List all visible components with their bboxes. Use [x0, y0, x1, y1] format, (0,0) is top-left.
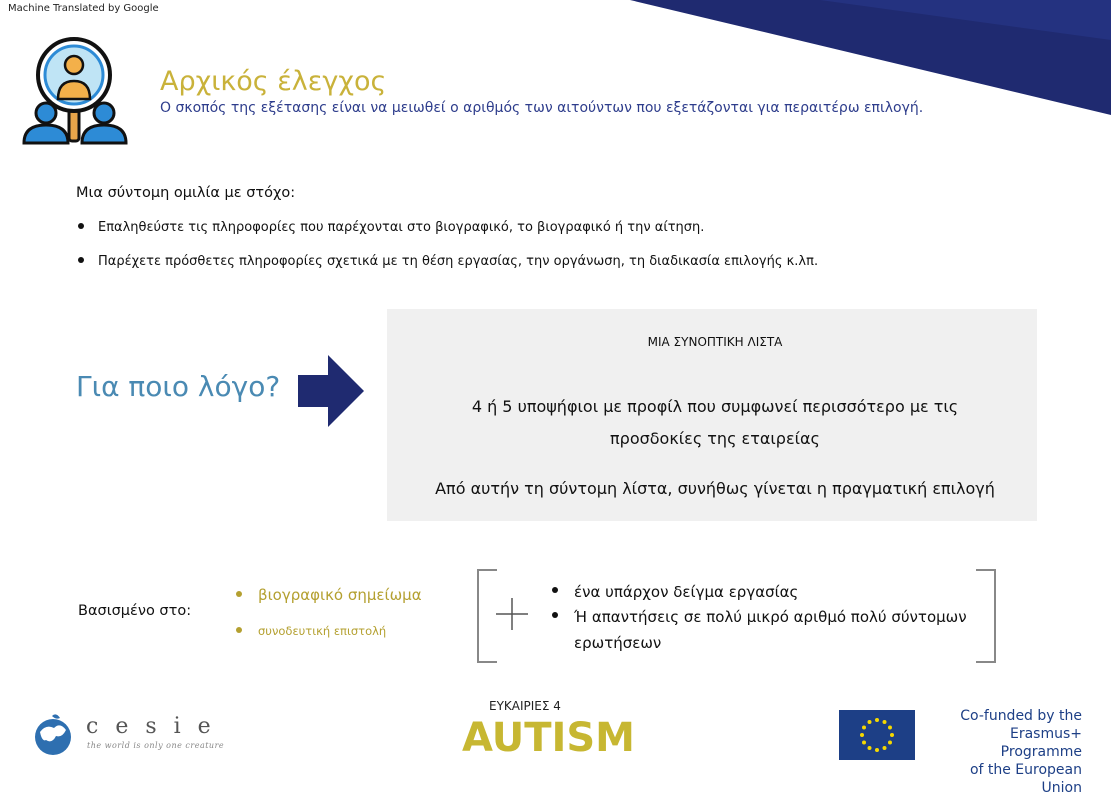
extra-text: Ή απαντήσεις σε πολύ μικρό αριθμό πολύ σύντομων: [574, 608, 967, 626]
bullet-icon: [236, 627, 242, 633]
bullet-text: Παρέχετε πρόσθετες πληροφορίες σχετικά με τη θέση εργασίας, την οργάνωση, τη διαδικασία επιλογής κ.λπ.: [98, 254, 819, 269]
bracket-left: [477, 569, 497, 663]
eu-text-line: Co-funded by the: [960, 708, 1082, 724]
arrow-right-icon: [298, 355, 366, 427]
based-on-label: Βασισμένο στο:: [78, 603, 192, 619]
shortlist-text: Από αυτήν τη σύντομη λίστα, συνήθως γίνεται η πραγματική επιλογή: [435, 479, 995, 498]
cesie-tagline: the world is only one creature: [87, 741, 225, 750]
based-on-text: βιογραφικό σημείωμα: [258, 586, 422, 604]
eu-funding-text: [926, 707, 1082, 797]
bullet-icon: [552, 612, 558, 618]
bullet-icon: [236, 591, 242, 597]
candidate-search-icon: [18, 35, 130, 145]
cesie-globe-icon: [30, 712, 76, 758]
extra-item: [552, 608, 967, 626]
bullet-icon: [78, 257, 84, 263]
bullet-text: Επαληθεύστε τις πληροφορίες που παρέχονται στο βιογραφικό, το βιογραφικό ή την αίτηση.: [98, 220, 705, 235]
bullet-item: [78, 254, 818, 269]
bullet-item: [78, 220, 704, 235]
plus-icon: [495, 597, 529, 631]
page-subtitle: Ο σκοπός της εξέτασης είναι να μειωθεί ο αριθμός των αιτούντων που εξετάζονται για περαιτέρω επιλογή.: [160, 100, 924, 116]
bullet-icon: [78, 223, 84, 229]
extra-text-continuation: ερωτήσεων: [574, 634, 662, 652]
bracket-right: [976, 569, 996, 663]
eu-text-line: of the European Union: [969, 762, 1082, 796]
translation-notice: Machine Translated by Google: [8, 3, 159, 14]
shortlist-heading: ΜΙΑ ΣΥΝΟΠΤΙΚΗ ΛΙΣΤΑ: [647, 335, 783, 349]
project-logo-title: AUTISM: [462, 715, 635, 761]
based-on-item: [236, 624, 386, 638]
shortlist-text: 4 ή 5 υποψήφιοι με προφίλ που συμφωνεί περισσότερο με τις: [471, 397, 959, 416]
eu-flag-icon: [839, 710, 915, 760]
shortlist-box: [387, 309, 1037, 521]
eu-text-line: Erasmus+ Programme: [1000, 726, 1082, 760]
based-on-item: [236, 586, 422, 604]
extra-item: [552, 583, 798, 601]
extra-text: ένα υπάρχον δείγμα εργασίας: [574, 583, 799, 601]
intro-text: Μια σύντομη ομιλία με στόχο:: [76, 185, 296, 201]
shortlist-text: προσδοκίες της εταιρείας: [610, 429, 820, 448]
cesie-logo-text: cesie: [86, 714, 228, 739]
based-on-text: συνοδευτική επιστολή: [258, 624, 387, 638]
bullet-icon: [552, 587, 558, 593]
why-heading: Για ποιο λόγο?: [76, 370, 281, 403]
project-logo-subtitle: ΕΥΚΑΙΡΙΕΣ 4: [489, 699, 561, 713]
page-title: Αρχικός έλεγχος: [160, 66, 387, 97]
